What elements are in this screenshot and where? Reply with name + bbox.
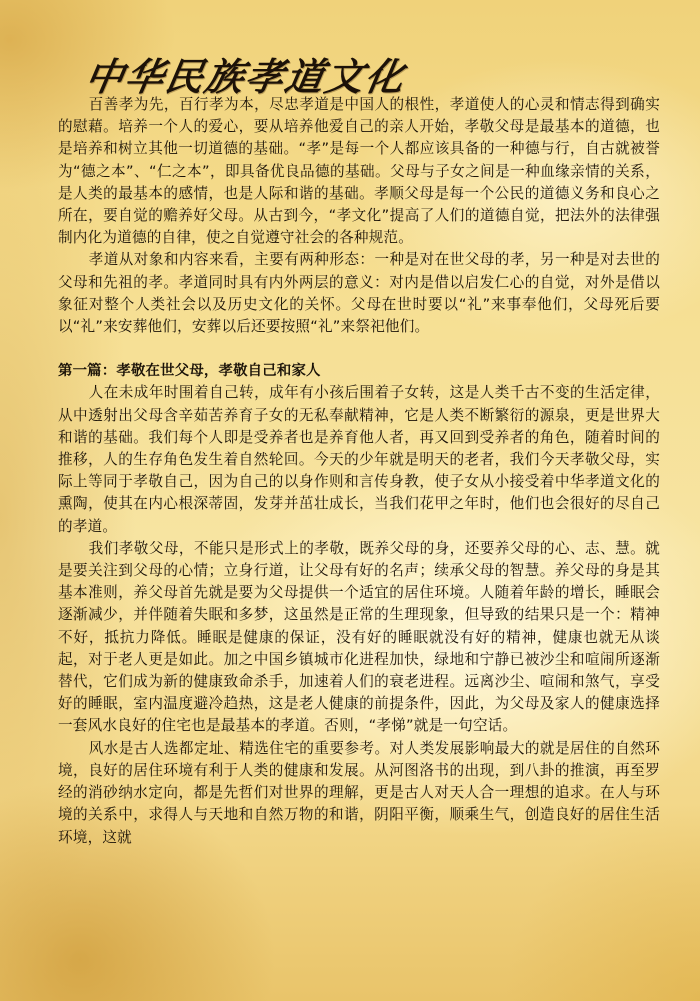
intro-paragraph-1: 百善孝为先，百行孝为本，尽忠孝道是中国人的根性，孝道使人的心灵和情志得到确实的慰藉。培养一个人的爱心，要从培养他爱自己的亲人开始，孝敬父母是最基本的道德，也是培养和树立其他一切道德的基础。“孝”是每一个人都应该具备的一种德与行，自古就被誉为“德之本”、“仁之本”，即具备优良品德的基础。父母与子女之间是一种血缘亲情的关系，是人类的最基本的感情，也是人际和谐的基础。孝顺父母是每一个公民的道德义务和良心之所在，要自觉的赡养好父母。从古到今，“孝文化”提高了人们的道德自觉，把法外的法律强制内化为道德的自律，使之自觉遵守社会的各种规范。 (58, 96, 660, 247)
intro-paragraph-2: 孝道从对象和内容来看，主要有两种形态：一种是对在世父母的孝，另一种是对去世的父母和先祖的孝。孝道同时具有内外两层的意义：对内是借以启发仁心的自觉，对外是借以象征对整个人类社会以及历史文化的关怀。父母在世时要以“礼”来事奉他们，父母死后要以“礼”来安葬他们，安葬以后还要按照“礼”来祭祀他们。 (58, 251, 660, 336)
section-paragraph-1: 人在未成年时围着自己转，成年有小孩后围着子女转，这是人类千古不变的生活定律，从中透射出父母含辛茹苦养育子女的无私奉献精神，它是人类不断繁衍的源泉，更是世界大和谐的基础。我们每个人即是受养者也是养育他人者，再又回到受养者的角色，随着时间的推移，人的生存角色发生着自然轮回。今天的少年就是明天的老者，我们今天孝敬父母，实际上等同于孝敬自己，因为自己的以身作则和言传身教，使子女从小接受着中华孝道文化的熏陶，使其在内心根深蒂固，发芽并茁壮成长，当我们花甲之年时，他们也会很好的尽自己的孝道。 (58, 384, 660, 535)
page-title: 中华民族孝道文化 (81, 54, 410, 99)
section-paragraph-3: 风水是古人选都定址、精选住宅的重要参考。对人类发展影响最大的就是居住的自然环境，良好的居住环境有利于人类的健康和发展。从河图洛书的出现，到八卦的推演，再至罗经的消砂纳水定向，都是先哲们对世界的理解，更是古人对天人合一理想的追求。在人与环境的关系中，求得人与天地和自然万物的和谐，阴阳平衡，顺乘生气，创造良好的居住生活环境，这就 (58, 739, 660, 846)
section-spacer (58, 338, 660, 360)
section-paragraph-2: 我们孝敬父母，不能只是形式上的孝敬，既养父母的身，还要养父母的心、志、慧。就是要关注到父母的心情；立身行道，让父母有好的名声；续承父母的智慧。养父母的身是其基本准则，养父母首先就是要为父母提供一个适宜的居住环境。人随着年龄的增长，睡眠会逐渐减少，并伴随着失眠和多梦，这虽然是正常的生理现象，但导致的结果只是一个：精神不好，抵抗力降低。睡眠是健康的保证，没有好的睡眠就没有好的精神，健康也就无从谈起，对于老人更是如此。加之中国乡镇城市化进程加快，绿地和宁静已被沙尘和喧闹所逐渐替代，它们成为新的健康致命杀手，加速着人们的衰老进程。远离沙尘、喧闹和煞气，享受好的睡眠，室内温度避冷趋热，这是老人健康的前提条件，因此，为父母及家人的健康选择一套风水良好的住宅也是最基本的孝道。否则，“孝悌”就是一句空话。 (58, 539, 660, 735)
section-heading: 第一篇：孝敬在世父母，孝敬自己和家人 (58, 363, 321, 380)
article-body (58, 94, 660, 849)
